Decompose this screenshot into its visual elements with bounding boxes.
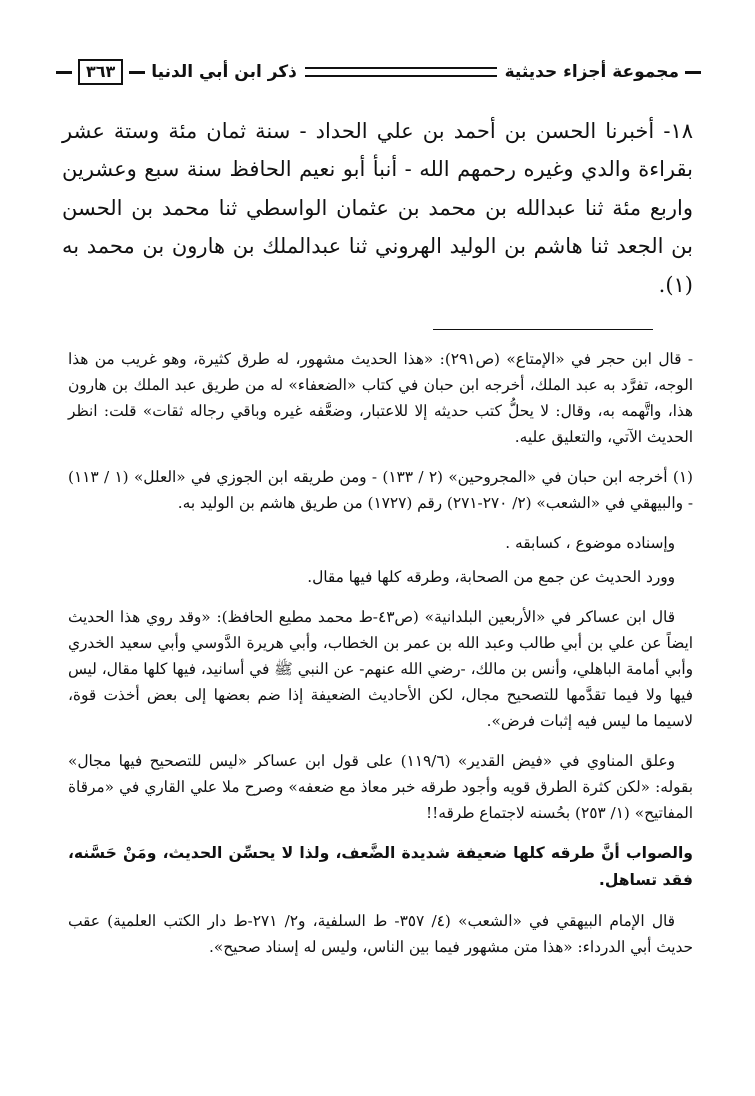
running-header	[50, 52, 707, 92]
header-ornament-right	[685, 71, 701, 74]
footnote-1: (١) أخرجه ابن حبان في «المجروحين» (٢ / ١٣٣) - ومن طريقه ابن الجوزي في «العلل» (١ / ١١٣) - والبيهقي في «الشعب» (٢/ ٢٧٠-٢٧١) رقم (١٧٢٧) من طريق هاشم بن الوليد به.	[68, 468, 693, 512]
footnote-ibn-hajar: - قال ابن حجر في «الإمتاع» (ص٢٩١): «هذا الحديث مشهور، له طرق كثيرة، وهو غريب من هذا الوجه، تفرَّد به عبد الملك، أخرجه ابن حبان في كتاب «الضعفاء» له من طريق عبد الملك بن هارون هذا، واتَّهمه به، وقال: لا يحلُّ كتب حديثه إلا للاعتبار، وضعَّفه غيره وباقي رجاله ثقات» قلت: انظر الحديث الآتي، والتعليق عليه.	[68, 350, 693, 446]
header-ornament-left	[129, 71, 145, 74]
section-title: ذكر ابن أبي الدنيا	[151, 62, 297, 82]
footnote-munawi: وعلق المناوي في «فيض القدير» (١١٩/٦) على قول ابن عساكر «ليس للتصحيح فيها مجال» بقوله: «لكن كثرة الطرق قويه وأجود طرقه خبر معاذ مع ضعفه» وصرح ملا علي القاري في «مرقاة المفاتيح» (١/ ٢٥٣) بحُسنه لاجتماع طرقه!!	[68, 752, 693, 822]
footnote-grading: وإسناده موضوع ، كسابقه .	[505, 534, 675, 552]
page-number: ٣٦٣	[78, 59, 123, 85]
header-ornament-end	[56, 71, 72, 74]
footnote-divider	[433, 329, 653, 330]
header-rule	[305, 67, 497, 77]
footnotes	[68, 346, 693, 974]
book-title: مجموعة أجزاء حديثية	[504, 62, 679, 82]
footnote-other-companions: وورد الحديث عن جمع من الصحابة، وطرقه كلها فيها مقال.	[307, 568, 675, 586]
footnote-bayhaqi: قال الإمام البيهقي في «الشعب» (٤/ ٣٥٧- ط السلفية، و٢/ ٢٧١-ط دار الكتب العلمية) عقب حديث أبي الدرداء: «هذا متن مشهور فيما بين الناس، وليس له إسناد صحيح».	[68, 912, 693, 956]
footnote-ibn-asakir: قال ابن عساكر في «الأربعين البلدانية» (ص٤٣-ط محمد مطيع الحافظ): «وقد روي هذا الحديث ايضاً عن علي بن أبي طالب وعبد الله بن عمر بن الخطاب، وأبي هريرة الدَّوسي وأبي سعيد الخدري وأبي أمامة الباهلي، وأنس بن مالك، -رضي الله عنهم- عن النبي ﷺ في أسانيد، فيها كلها مقال، ليس فيها ولا فيما تقدَّمها للتصحيح مجال، لكن الأحاديث الضعيفة إذا ضم بعضها إلى بعض أخذت قوة، لاسيما ما ليس فيه إثبات فرض».	[68, 608, 693, 730]
hadith-text	[62, 112, 693, 304]
footnote-conclusion: والصواب أنَّ طرقه كلها ضعيفة شديدة الضَّعف، ولذا لا يحسِّن الحديث، ومَنْ حَسَّنه، فقد تساهل.	[68, 844, 693, 889]
hadith-paragraph: ١٨- أخبرنا الحسن بن أحمد بن علي الحداد - سنة ثمان مئة وستة عشر بقراءة والدي وغيره رحمهم الله - أنبأ أبو نعيم الحافظ سنة سبع وعشرين واربع مئة ثنا عبدالله بن محمد بن عثمان الواسطي ثنا محمد بن الحسن بن الجعد ثنا هاشم بن الوليد الهروني ثنا عبدالملك بن هارون بن محمد به (١).	[62, 119, 693, 297]
